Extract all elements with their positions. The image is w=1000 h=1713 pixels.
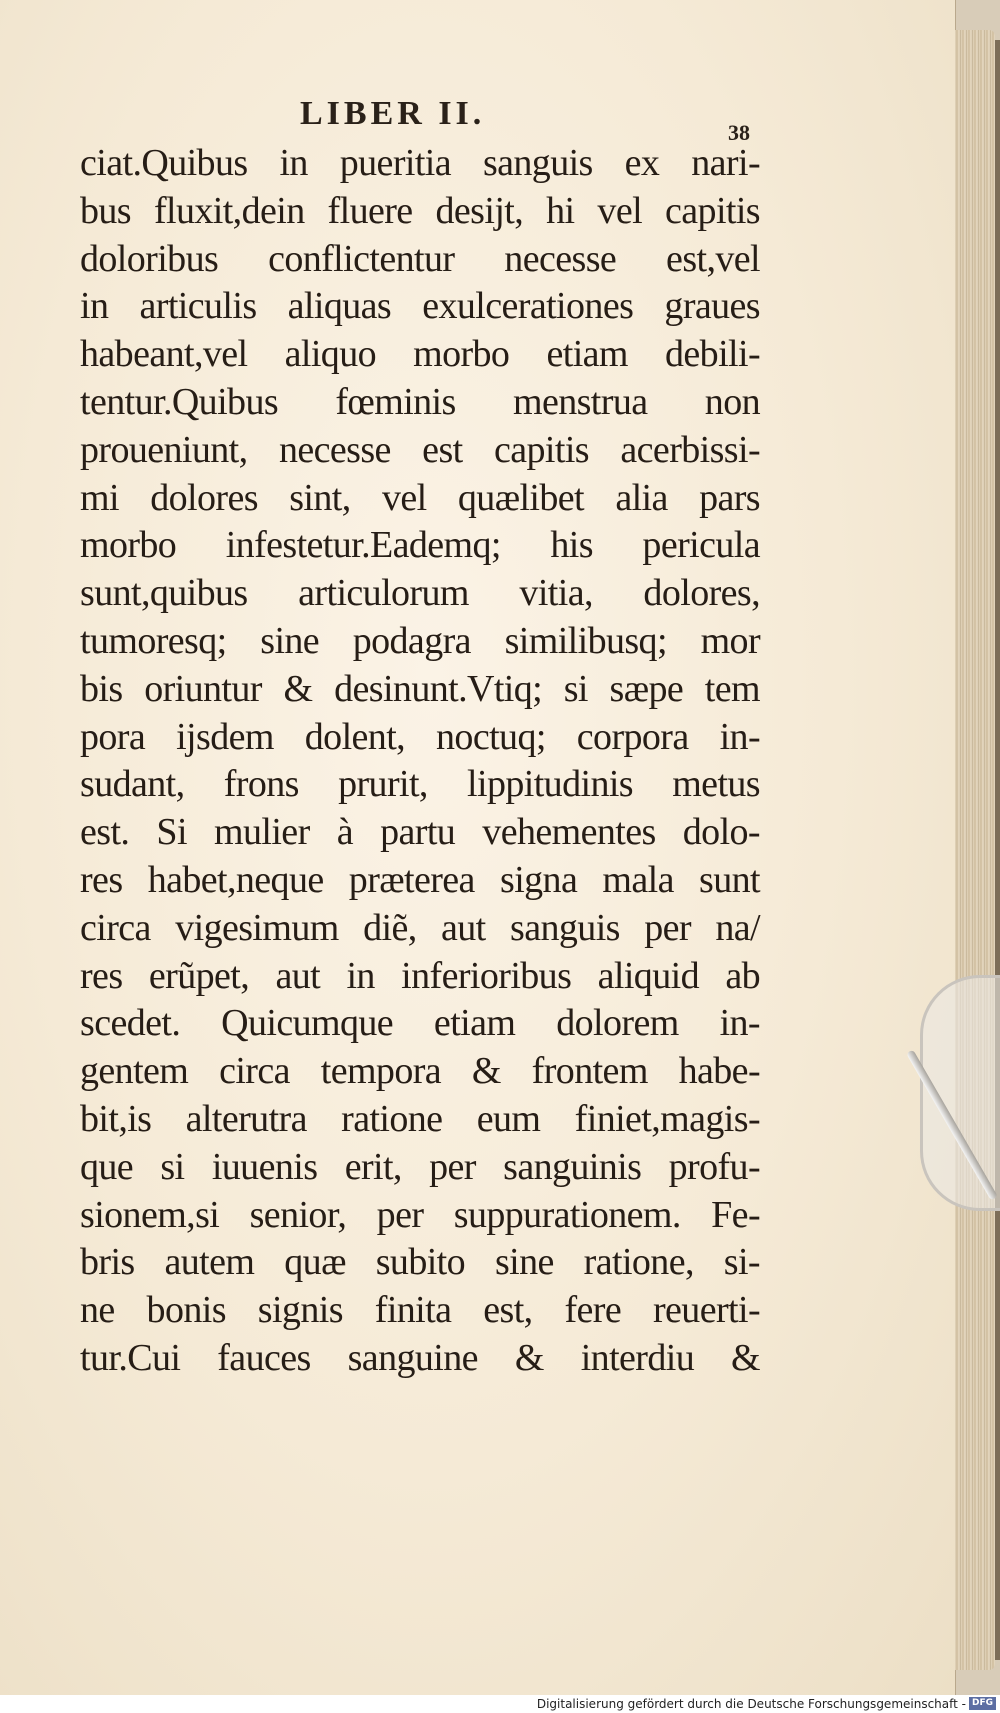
text-line: proueniunt, necesse est capitis acerbissi- [80,428,760,471]
text-line: habeant,vel aliquo morbo etiam debili- [80,333,760,376]
dfg-logo: DFG [969,1697,996,1710]
text-line: gentem circa tempora & frontem habe- [80,1050,760,1093]
digitization-credit: Digitalisierung gefördert durch die Deutsche Forschungsgemeinschaft - [536,1697,966,1711]
text-line: bis oriuntur & desinunt.Vtiq; si sæpe tem [80,667,760,710]
text-line: res habet,neque præterea signa mala sunt [80,858,760,901]
text-line: tumoresq; sine podagra similibusq; mor [80,619,760,662]
text-line: est. Si mulier à partu vehementes dolo- [80,811,760,854]
text-line: sionem,si senior, per suppurationem. Fe- [80,1193,760,1236]
text-line: circa vigesimum diẽ, aut sanguis per na/ [80,906,760,949]
text-line: in articulis aliquas exulcerationes graues [80,285,760,328]
text-block [80,140,760,1383]
text-line: bit,is alterutra ratione eum finiet,magis- [80,1097,760,1140]
folio-number: 38 [728,120,750,145]
text-line: res erũpet, aut in inferioribus aliquid ab [80,954,760,997]
text-line: scedet. Quicumque etiam dolorem in- [80,1002,760,1045]
book-edge-shadow [995,40,1000,1660]
text-line: morbo infestetur.Eademq; his pericula [80,524,760,567]
text-line: pora ijsdem dolent, noctuq; corpora in- [80,715,760,758]
text-line: doloribus conflictentur necesse est,vel [80,237,760,280]
text-line: ne bonis signis finita est, fere reuerti- [80,1289,760,1332]
text-line: bus fluxit,dein fluere desijt, hi vel capitis [80,189,760,232]
text-line: sunt,quibus articulorum vitia, dolores, [80,572,760,615]
text-line: tur.Cui fauces sanguine & interdiu & [80,1336,760,1379]
text-line: que si iuuenis erit, per sanguinis profu- [80,1145,760,1188]
text-line: ciat.Quibus in pueritia sanguis ex nari- [80,142,760,184]
text-line: tentur.Quibus fœminis menstrua non [80,380,760,423]
text-line: mi dolores sint, vel quælibet alia pars [80,476,760,519]
page-fore-edge [955,30,995,1670]
text-line: sudant, frons prurit, lippitudinis metus [80,763,760,806]
text-line: bris autem quæ subito sine ratione, si- [80,1241,760,1284]
running-head: LIBER II. [300,95,486,132]
